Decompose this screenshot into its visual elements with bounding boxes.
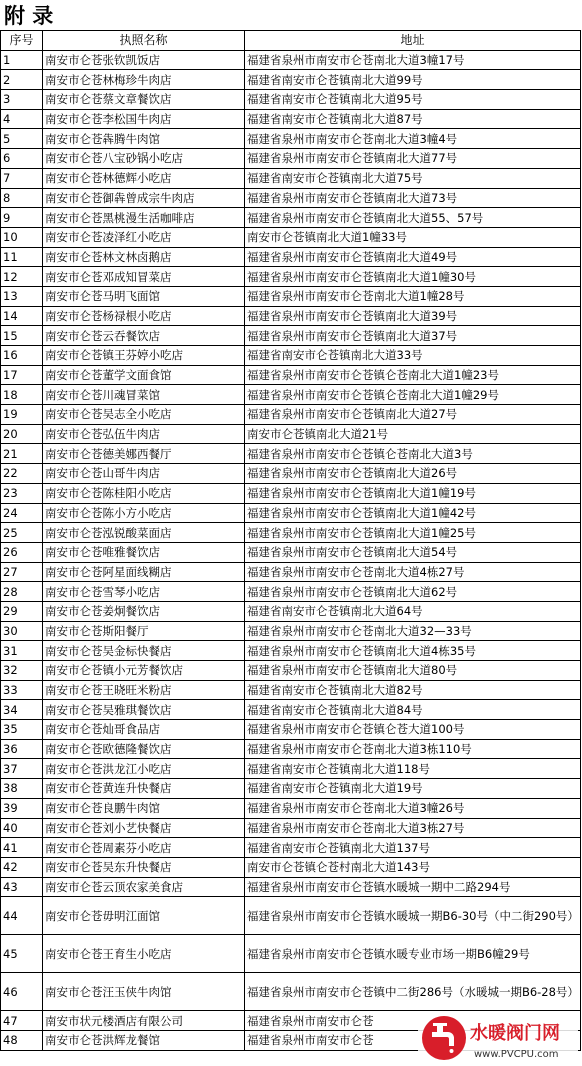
row-license-name: 南安市仑苍唯雅餐饮店 bbox=[43, 542, 245, 562]
row-address: 福建省泉州市南安市仑苍南北大道3栋110号 bbox=[245, 739, 581, 759]
table-row bbox=[1, 424, 581, 444]
row-address: 福建省泉州市南安市仑苍 bbox=[245, 1011, 581, 1031]
table-row bbox=[1, 227, 581, 247]
row-address: 福建省泉州市南安市仑苍南北大道3栋27号 bbox=[245, 818, 581, 838]
row-license-name: 南安市仑苍吴金标快餐店 bbox=[43, 641, 245, 661]
row-address: 福建省泉州市南安市仑苍南北大道1幢28号 bbox=[245, 286, 581, 306]
row-license-name: 南安市仑苍吴东升快餐店 bbox=[43, 857, 245, 877]
row-license-name: 南安市仑苍黑桃漫生活咖啡店 bbox=[43, 208, 245, 228]
row-license-name: 南安市仑苍吴志全小吃店 bbox=[43, 405, 245, 425]
table-row bbox=[1, 641, 581, 661]
row-license-name: 南安市仑苍川魂冒菜馆 bbox=[43, 385, 245, 405]
row-license-name: 南安市仑苍泓锐酸菜面店 bbox=[43, 523, 245, 543]
table-row bbox=[1, 779, 581, 799]
row-index: 4 bbox=[1, 109, 43, 129]
row-address: 福建省泉州市南安市仑苍镇中二街286号（水暖城一期B6-28号） bbox=[245, 973, 581, 1011]
row-index: 25 bbox=[1, 523, 43, 543]
row-index: 21 bbox=[1, 444, 43, 464]
row-index: 1 bbox=[1, 50, 43, 70]
row-index: 17 bbox=[1, 365, 43, 385]
table-row bbox=[1, 542, 581, 562]
table-row bbox=[1, 149, 581, 169]
row-license-name: 南安市仑苍雪琴小吃店 bbox=[43, 582, 245, 602]
row-address: 福建省南安市仑苍镇南北大道99号 bbox=[245, 70, 581, 90]
row-license-name: 南安市仑苍德美娜西餐厅 bbox=[43, 444, 245, 464]
header-index: 序号 bbox=[1, 31, 43, 51]
row-index: 46 bbox=[1, 973, 43, 1011]
table-row bbox=[1, 897, 581, 935]
row-index: 34 bbox=[1, 700, 43, 720]
row-index: 38 bbox=[1, 779, 43, 799]
row-address: 福建省南安市仑苍镇南北大道87号 bbox=[245, 109, 581, 129]
row-license-name: 南安市仑苍陈小方小吃店 bbox=[43, 503, 245, 523]
row-index: 36 bbox=[1, 739, 43, 759]
table-row bbox=[1, 601, 581, 621]
row-index: 3 bbox=[1, 90, 43, 110]
table-row bbox=[1, 286, 581, 306]
faucet-icon bbox=[422, 1016, 466, 1060]
row-license-name: 南安市仑苍欧德隆餐饮店 bbox=[43, 739, 245, 759]
row-license-name: 南安市仑苍汪玉侠牛肉馆 bbox=[43, 973, 245, 1011]
row-index: 35 bbox=[1, 720, 43, 740]
row-address: 福建省南安市仑苍镇南北大道137号 bbox=[245, 838, 581, 858]
row-address: 南安市仑苍镇南北大道1幢33号 bbox=[245, 227, 581, 247]
table-row bbox=[1, 188, 581, 208]
row-index: 23 bbox=[1, 483, 43, 503]
row-license-name: 南安市仑苍斯阳餐厅 bbox=[43, 621, 245, 641]
row-license-name: 南安市仑苍凌泽红小吃店 bbox=[43, 227, 245, 247]
row-index: 42 bbox=[1, 857, 43, 877]
watermark-name: 水暖阀门网 bbox=[470, 1023, 560, 1044]
row-license-name: 南安市仑苍林文林卤鹅店 bbox=[43, 247, 245, 267]
table-row bbox=[1, 483, 581, 503]
row-license-name: 南安市仑苍董学文面食馆 bbox=[43, 365, 245, 385]
row-license-name: 南安市仑苍王晓旺米粉店 bbox=[43, 680, 245, 700]
row-index: 22 bbox=[1, 464, 43, 484]
table-row bbox=[1, 935, 581, 973]
row-license-name: 南安市仑苍林梅珍牛肉店 bbox=[43, 70, 245, 90]
row-address: 福建省泉州市南安市仑苍南北大道3幢17号 bbox=[245, 50, 581, 70]
row-license-name: 南安市仑苍王育生小吃店 bbox=[43, 935, 245, 973]
row-license-name: 南安市仑苍邓成知冒菜店 bbox=[43, 267, 245, 287]
row-address: 福建省泉州市南安市仑苍镇仑苍南北大道1幢23号 bbox=[245, 365, 581, 385]
row-index: 7 bbox=[1, 168, 43, 188]
table-row bbox=[1, 562, 581, 582]
row-index: 39 bbox=[1, 798, 43, 818]
row-address: 福建省泉州市南安市仑苍镇仑苍南北大道1幢29号 bbox=[245, 385, 581, 405]
row-index: 24 bbox=[1, 503, 43, 523]
page-title: 附 录 bbox=[4, 3, 54, 28]
row-index: 13 bbox=[1, 286, 43, 306]
table-row bbox=[1, 503, 581, 523]
table-header-row bbox=[1, 31, 581, 51]
row-index: 33 bbox=[1, 680, 43, 700]
row-license-name: 南安市仑苍良鹏牛肉馆 bbox=[43, 798, 245, 818]
row-index: 11 bbox=[1, 247, 43, 267]
table-row bbox=[1, 798, 581, 818]
row-address: 福建省泉州市南安市仑苍镇南北大道62号 bbox=[245, 582, 581, 602]
row-license-name: 南安市仑苍张钦凯饭店 bbox=[43, 50, 245, 70]
row-address: 福建省泉州市南安市仑苍镇南北大道80号 bbox=[245, 661, 581, 681]
row-index: 41 bbox=[1, 838, 43, 858]
row-index: 18 bbox=[1, 385, 43, 405]
row-license-name: 南安市仑苍镇小元芳餐饮店 bbox=[43, 661, 245, 681]
table-row bbox=[1, 582, 581, 602]
table-row bbox=[1, 326, 581, 346]
table-row bbox=[1, 346, 581, 366]
row-license-name: 南安市仑苍刘小艺快餐店 bbox=[43, 818, 245, 838]
row-address: 福建省南安市仑苍镇南北大道64号 bbox=[245, 601, 581, 621]
row-address: 福建省泉州市南安市仑苍镇南北大道55、57号 bbox=[245, 208, 581, 228]
row-index: 27 bbox=[1, 562, 43, 582]
row-index: 48 bbox=[1, 1030, 43, 1050]
table-row bbox=[1, 70, 581, 90]
table-row bbox=[1, 405, 581, 425]
row-license-name: 南安市仑苍山哥牛肉店 bbox=[43, 464, 245, 484]
table-row bbox=[1, 90, 581, 110]
license-table bbox=[0, 30, 581, 1051]
table-row bbox=[1, 818, 581, 838]
row-index: 6 bbox=[1, 149, 43, 169]
row-address: 福建省南安市仑苍镇南北大道82号 bbox=[245, 680, 581, 700]
row-index: 20 bbox=[1, 424, 43, 444]
row-index: 32 bbox=[1, 661, 43, 681]
table-row bbox=[1, 621, 581, 641]
row-address: 福建省泉州市南安市仑苍镇仑苍南北大道3号 bbox=[245, 444, 581, 464]
row-license-name: 南安市仑苍李松国牛肉店 bbox=[43, 109, 245, 129]
row-address: 南安市仑苍镇南北大道21号 bbox=[245, 424, 581, 444]
row-license-name: 南安市状元楼酒店有限公司 bbox=[43, 1011, 245, 1031]
table-row bbox=[1, 838, 581, 858]
row-index: 37 bbox=[1, 759, 43, 779]
row-index: 2 bbox=[1, 70, 43, 90]
row-address: 福建省南安市仑苍镇南北大道19号 bbox=[245, 779, 581, 799]
row-license-name: 南安市仑苍黄连升快餐店 bbox=[43, 779, 245, 799]
table-row bbox=[1, 739, 581, 759]
table-row bbox=[1, 877, 581, 897]
row-license-name: 南安市仑苍姜炯餐饮店 bbox=[43, 601, 245, 621]
row-address: 福建省泉州市南安市仑苍镇南北大道4栋35号 bbox=[245, 641, 581, 661]
row-license-name: 南安市仑苍云顶农家美食店 bbox=[43, 877, 245, 897]
row-index: 44 bbox=[1, 897, 43, 935]
row-address: 福建省南安市仑苍镇南北大道75号 bbox=[245, 168, 581, 188]
row-license-name: 南安市仑苍犇腾牛肉馆 bbox=[43, 129, 245, 149]
row-address: 福建省泉州市南安市仑苍镇南北大道1幢30号 bbox=[245, 267, 581, 287]
row-license-name: 南安市仑苍陈桂阳小吃店 bbox=[43, 483, 245, 503]
row-license-name: 南安市仑苍吴雅琪餐饮店 bbox=[43, 700, 245, 720]
table-row bbox=[1, 680, 581, 700]
row-address: 福建省泉州市南安市仑苍南北大道32—33号 bbox=[245, 621, 581, 641]
row-index: 15 bbox=[1, 326, 43, 346]
table-row bbox=[1, 661, 581, 681]
row-index: 26 bbox=[1, 542, 43, 562]
row-index: 8 bbox=[1, 188, 43, 208]
header-address: 地址 bbox=[245, 31, 581, 51]
row-license-name: 南安市仑苍马明飞面馆 bbox=[43, 286, 245, 306]
row-index: 29 bbox=[1, 601, 43, 621]
row-license-name: 南安市仑苍杨禄根小吃店 bbox=[43, 306, 245, 326]
watermark-url: www.PVCPU.com bbox=[474, 1049, 559, 1060]
row-address: 福建省泉州市南安市仑苍镇水暖城一期中二路294号 bbox=[245, 877, 581, 897]
table-row bbox=[1, 168, 581, 188]
watermark-logo bbox=[418, 1012, 578, 1064]
table-row bbox=[1, 50, 581, 70]
row-index: 10 bbox=[1, 227, 43, 247]
row-address: 福建省南安市仑苍镇南北大道33号 bbox=[245, 346, 581, 366]
row-license-name: 南安市仑苍洪龙江小吃店 bbox=[43, 759, 245, 779]
row-address: 福建省泉州市南安市仑苍镇南北大道1幢25号 bbox=[245, 523, 581, 543]
table-row bbox=[1, 700, 581, 720]
row-address: 福建省泉州市南安市仑苍 bbox=[245, 1030, 581, 1050]
header-license-name: 执照名称 bbox=[43, 31, 245, 51]
table-row bbox=[1, 973, 581, 1011]
table-row bbox=[1, 464, 581, 484]
row-index: 14 bbox=[1, 306, 43, 326]
table-row bbox=[1, 857, 581, 877]
row-license-name: 南安市仑苍阿星面线糊店 bbox=[43, 562, 245, 582]
row-index: 12 bbox=[1, 267, 43, 287]
table-row bbox=[1, 247, 581, 267]
row-address: 福建省泉州市南安市仑苍镇南北大道39号 bbox=[245, 306, 581, 326]
row-address: 福建省泉州市南安市仑苍镇南北大道77号 bbox=[245, 149, 581, 169]
row-address: 福建省泉州市南安市仑苍镇南北大道1幢19号 bbox=[245, 483, 581, 503]
row-index: 19 bbox=[1, 405, 43, 425]
row-address: 福建省泉州市南安市仑苍南北大道4栋27号 bbox=[245, 562, 581, 582]
row-license-name: 南安市仑苍镇王芬婷小吃店 bbox=[43, 346, 245, 366]
row-address: 福建省泉州市南安市仑苍镇南北大道54号 bbox=[245, 542, 581, 562]
row-index: 30 bbox=[1, 621, 43, 641]
row-address: 南安市仑苍镇仑苍村南北大道143号 bbox=[245, 857, 581, 877]
table-row bbox=[1, 267, 581, 287]
row-address: 福建省泉州市南安市仑苍镇南北大道49号 bbox=[245, 247, 581, 267]
table-row bbox=[1, 444, 581, 464]
row-index: 5 bbox=[1, 129, 43, 149]
table-row bbox=[1, 523, 581, 543]
row-index: 43 bbox=[1, 877, 43, 897]
table-row bbox=[1, 129, 581, 149]
row-license-name: 南安市仑苍御犇曾成宗牛肉店 bbox=[43, 188, 245, 208]
row-index: 47 bbox=[1, 1011, 43, 1031]
table-row bbox=[1, 385, 581, 405]
row-license-name: 南安市仑苍弘伍牛肉店 bbox=[43, 424, 245, 444]
row-address: 福建省泉州市南安市仑苍南北大道3幢26号 bbox=[245, 798, 581, 818]
row-license-name: 南安市仑苍蔡文章餐饮店 bbox=[43, 90, 245, 110]
row-address: 福建省南安市仑苍镇南北大道84号 bbox=[245, 700, 581, 720]
row-license-name: 南安市仑苍灿哥食品店 bbox=[43, 720, 245, 740]
row-address: 福建省泉州市南安市仑苍南北大道3幢4号 bbox=[245, 129, 581, 149]
table-row bbox=[1, 208, 581, 228]
row-license-name: 南安市仑苍洪辉龙餐馆 bbox=[43, 1030, 245, 1050]
row-index: 45 bbox=[1, 935, 43, 973]
row-address: 福建省南安市仑苍镇南北大道118号 bbox=[245, 759, 581, 779]
row-index: 28 bbox=[1, 582, 43, 602]
row-address: 福建省泉州市南安市仑苍镇水暖专业市场一期B6幢29号 bbox=[245, 935, 581, 973]
row-address: 福建省南安市仑苍镇南北大道95号 bbox=[245, 90, 581, 110]
table-body bbox=[1, 50, 581, 1050]
row-license-name: 南安市仑苍云吞餐饮店 bbox=[43, 326, 245, 346]
row-index: 31 bbox=[1, 641, 43, 661]
row-license-name: 南安市仑苍林德辉小吃店 bbox=[43, 168, 245, 188]
row-address: 福建省泉州市南安市仑苍镇南北大道27号 bbox=[245, 405, 581, 425]
row-index: 16 bbox=[1, 346, 43, 366]
row-license-name: 南安市仑苍周素芬小吃店 bbox=[43, 838, 245, 858]
table-row bbox=[1, 109, 581, 129]
table-row bbox=[1, 306, 581, 326]
row-index: 9 bbox=[1, 208, 43, 228]
row-index: 40 bbox=[1, 818, 43, 838]
row-address: 福建省泉州市南安市仑苍镇南北大道1幢42号 bbox=[245, 503, 581, 523]
row-address: 福建省泉州市南安市仑苍镇水暖城一期B6-30号（中二街290号） bbox=[245, 897, 581, 935]
row-address: 福建省泉州市南安市仑苍镇南北大道73号 bbox=[245, 188, 581, 208]
row-license-name: 南安市仑苍八宝砂锅小吃店 bbox=[43, 149, 245, 169]
row-address: 福建省泉州市南安市仑苍镇南北大道37号 bbox=[245, 326, 581, 346]
row-address: 福建省泉州市南安市仑苍镇仑苍大道100号 bbox=[245, 720, 581, 740]
table-row bbox=[1, 759, 581, 779]
table-row bbox=[1, 365, 581, 385]
row-address: 福建省泉州市南安市仑苍镇南北大道26号 bbox=[245, 464, 581, 484]
row-license-name: 南安市仑苍毋明江面馆 bbox=[43, 897, 245, 935]
table-row bbox=[1, 720, 581, 740]
